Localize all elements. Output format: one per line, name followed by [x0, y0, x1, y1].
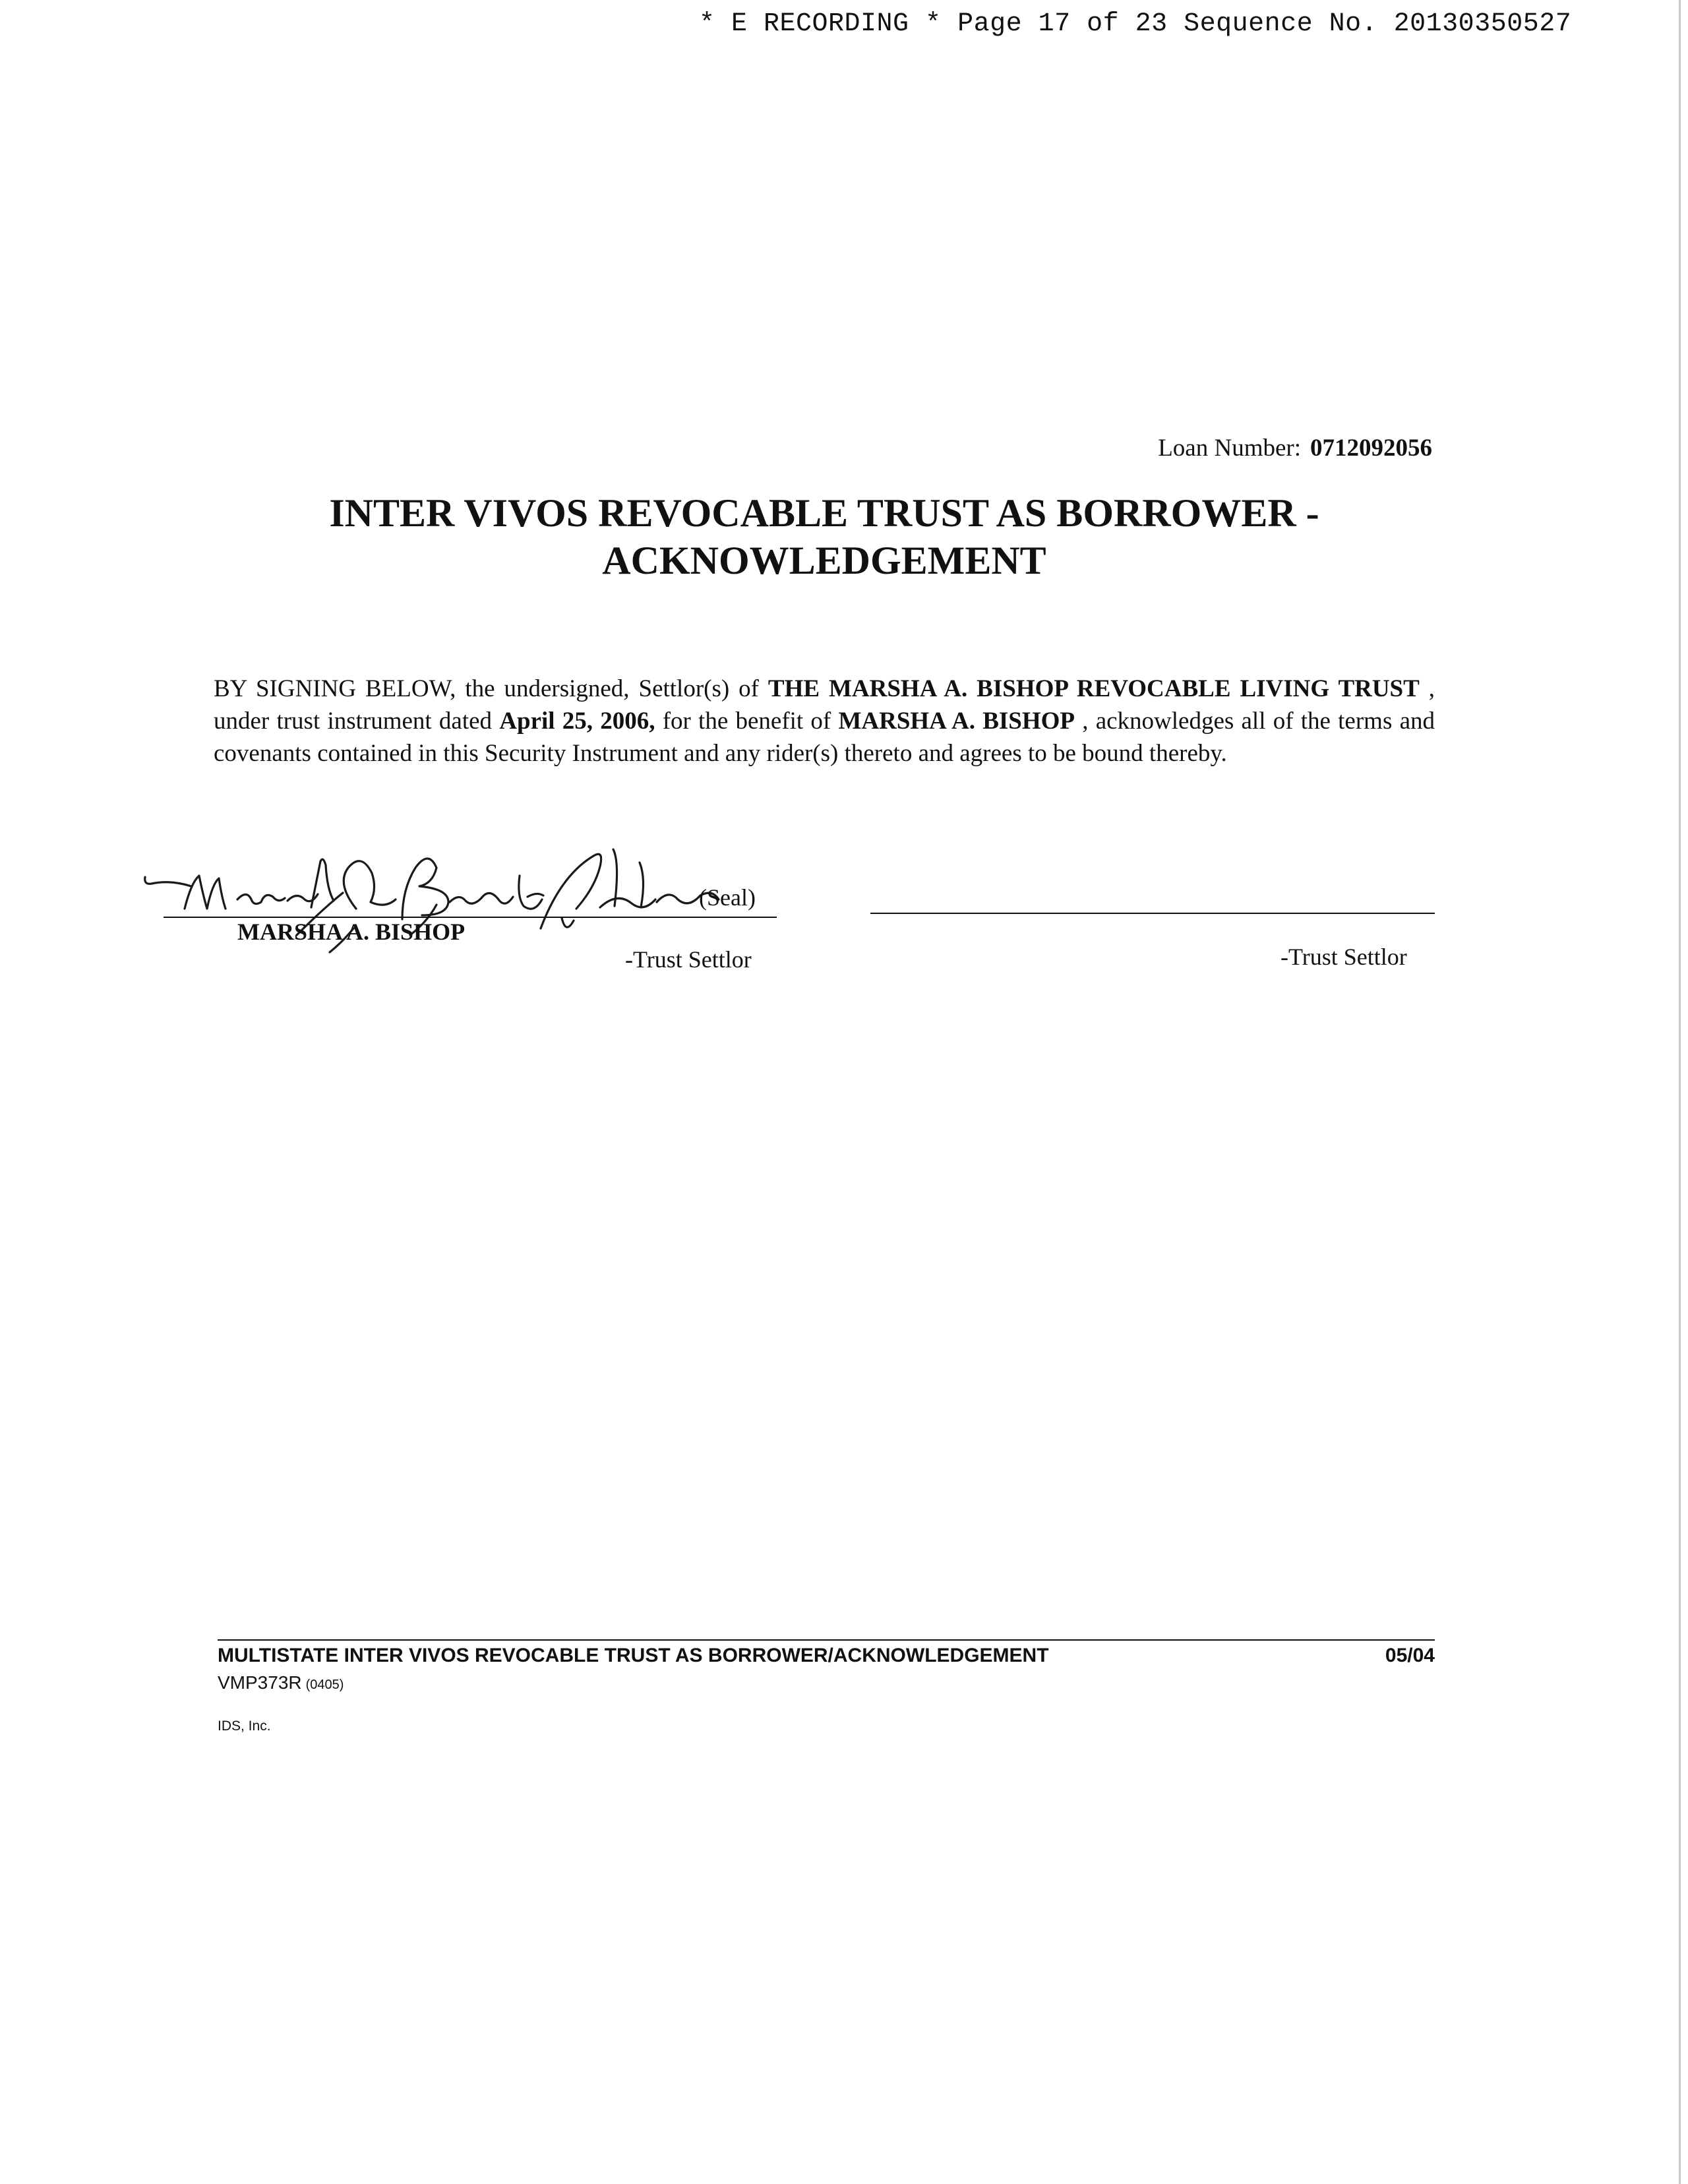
signature-line-right [870, 913, 1435, 914]
recording-header: * E RECORDING * Page 17 of 23 Sequence No. 20130350527 [699, 9, 1572, 39]
acknowledgement-paragraph [214, 673, 1435, 770]
signer-name: MARSHA A. BISHOP [237, 919, 466, 945]
scan-edge [1679, 0, 1681, 2184]
body-text-4: , acknowledges all of the terms and covenants contained in this Security Instrument and any rider(s) thereto and agrees to be bound thereby. [214, 708, 1435, 767]
loan-number-value: 0712092056 [1310, 435, 1432, 462]
form-code-suffix: (0405) [305, 1678, 344, 1692]
body-text-2: , under trust instrument dated [214, 675, 1435, 735]
trust-date: April 25, 2006, [499, 708, 655, 735]
trust-settlor-label-right: -Trust Settlor [1281, 944, 1407, 970]
loan-number-label: Loan Number: [1158, 435, 1301, 462]
body-text-3: for the benefit of [655, 708, 839, 735]
body-text-1: BY SIGNING BELOW, the undersigned, Settlor(s) of [214, 675, 768, 702]
form-title: MULTISTATE INTER VIVOS REVOCABLE TRUST AS BORROWER/ACKNOWLEDGEMENT [218, 1645, 1049, 1666]
form-date: 05/04 [1385, 1645, 1435, 1666]
form-code [218, 1672, 344, 1693]
trust-settlor-label-left: -Trust Settlor [625, 946, 752, 973]
seal-label: (Seal) [699, 884, 756, 911]
loan-number-line [1158, 434, 1432, 462]
trust-name: THE MARSHA A. BISHOP REVOCABLE LIVING TRUST [768, 675, 1420, 702]
company-name: IDS, Inc. [218, 1718, 271, 1734]
form-code-value: VMP373R [218, 1672, 302, 1693]
beneficiary-name: MARSHA A. BISHOP [838, 708, 1075, 735]
document-title [198, 489, 1451, 584]
footer-rule [218, 1639, 1435, 1641]
title-line-1: INTER VIVOS REVOCABLE TRUST AS BORROWER - [329, 491, 1319, 535]
title-line-2: ACKNOWLEDGEMENT [602, 539, 1046, 582]
